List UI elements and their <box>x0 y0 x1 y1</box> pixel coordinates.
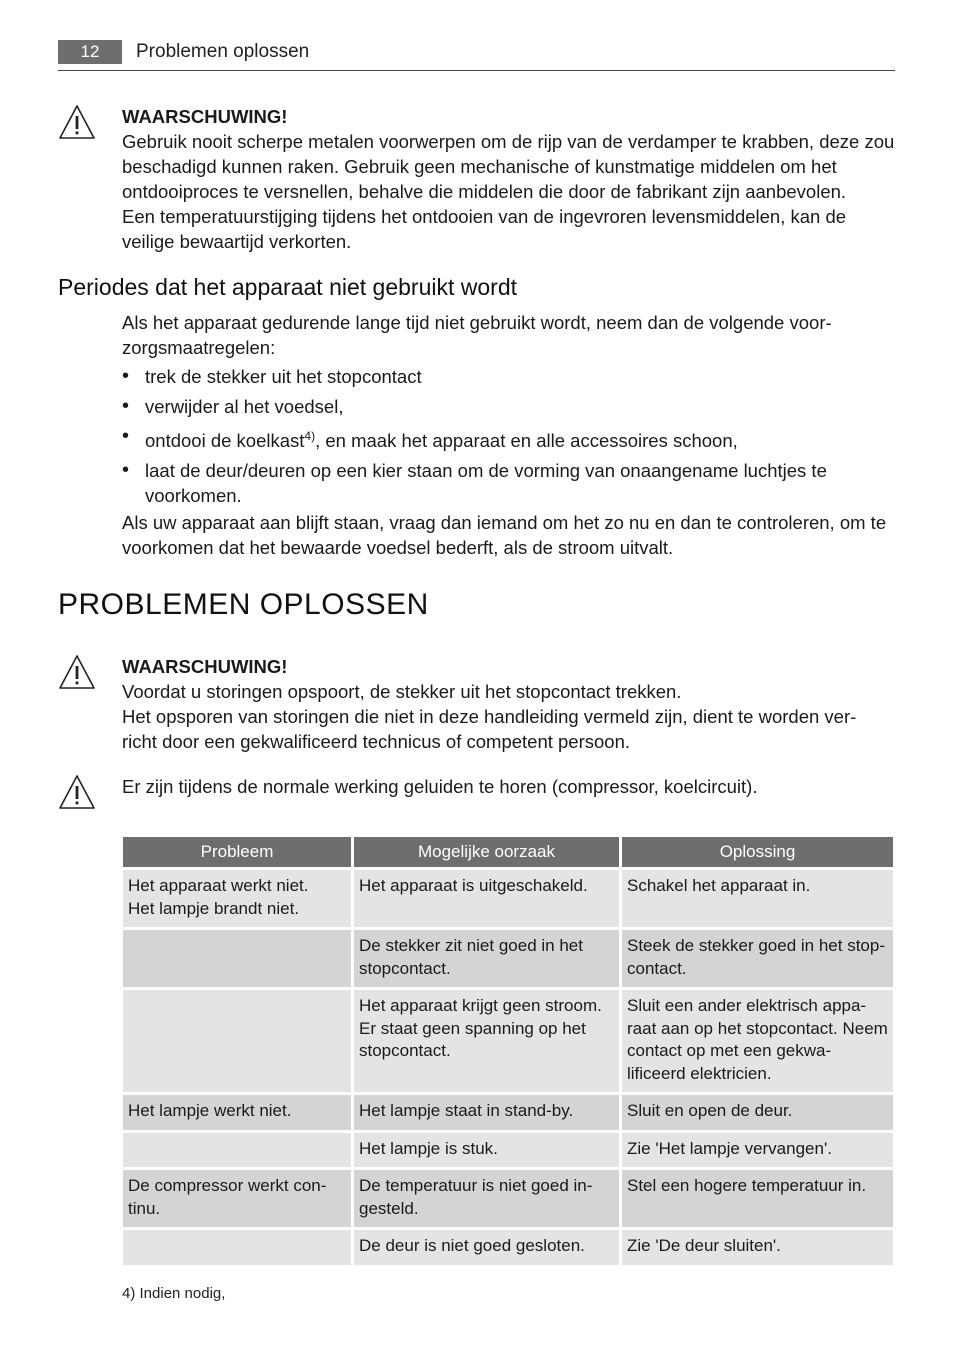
troubleshooting-table <box>120 834 896 1268</box>
solution-cell: Sluit een ander elektrisch appa- raat aan op het stopcontact. Neem contact op met een gekwa- lificeerd elektricien. <box>622 990 893 1092</box>
solution-cell: Zie 'De deur sluiten'. <box>622 1230 893 1265</box>
table-row <box>123 1230 893 1265</box>
warning-text: Voordat u storingen opspoort, de stekker uit het stopcontact trekken. <box>122 681 682 702</box>
periods-intro: Als het apparaat gedurende lange tijd niet gebruikt wordt, neem dan de volgende voor- zorgsmaatregelen: <box>122 312 832 358</box>
solution-cell: Steek de stekker goed in het stop- contact. <box>622 930 893 987</box>
warning-triangle-icon <box>58 104 96 140</box>
cause-cell: De deur is niet goed gesloten. <box>354 1230 619 1265</box>
list-item: • laat de deur/deuren op een kier staan om de vorming van onaangename luchtjes te voorkomen. <box>122 458 892 508</box>
footnote-ref: 4) <box>304 429 316 443</box>
cause-cell: De temperatuur is niet goed in- gesteld. <box>354 1170 619 1227</box>
column-header-cause: Mogelijke oorzaak <box>354 837 619 867</box>
cause-cell: De stekker zit niet goed in het stopcontact. <box>354 930 619 987</box>
periods-outro: Als uw apparaat aan blijft staan, vraag dan iemand om het zo nu en dan te controleren, om te voorkomen dat het bewaarde voedsel bederft, als de stroom uitvalt. <box>122 512 887 559</box>
table-row <box>123 930 893 987</box>
problem-cell <box>123 930 351 987</box>
problem-cell: Het lampje werkt niet. <box>123 1095 351 1130</box>
problem-cell <box>123 870 351 927</box>
warning-title: WAARSCHUWING! <box>122 106 288 127</box>
problem-cell <box>123 990 351 1092</box>
note-text: Er zijn tijdens de normale werking geluiden te horen (compressor, koelcircuit). <box>122 776 758 797</box>
problem-cell: De compressor werkt con- tinu. <box>123 1170 351 1227</box>
warning-block-troubleshooting <box>58 654 895 754</box>
list-item: • verwijder al het voedsel, <box>122 394 892 419</box>
warning-title: WAARSCHUWING! <box>122 656 288 677</box>
table-row <box>123 870 893 927</box>
cause-cell: Het lampje staat in stand-by. <box>354 1095 619 1130</box>
problem-line: Het apparaat werkt niet. <box>128 876 309 895</box>
warning-text: Een temperatuurstijging tijdens het ontdooien van de ingevroren levensmiddelen, kan de veilige bewaartijd verkorten. <box>122 206 847 252</box>
list-item-text-rest: , en maak het apparaat en alle accessoires schoon, <box>315 430 738 452</box>
warning-text: Het opsporen van storingen die niet in deze handleiding vermeld zijn, dient te worden ver- richt door een gekwalificeerd technicus of competent persoon. <box>122 706 857 752</box>
page-header <box>58 40 895 71</box>
table-row <box>123 1095 893 1130</box>
table-header-row <box>123 837 893 867</box>
warning-text: Gebruik nooit scherpe metalen voorwerpen om de rijp van de verdamper te krabben, deze zou beschadigd kunnen raken. Gebruik geen mechanische of kunstmatige middelen om het ontdooiproces te versnellen, behalve die middelen die door de fabrikant zijn aanbevolen. <box>122 131 895 202</box>
warning-triangle-icon <box>58 774 96 810</box>
cause-cell: Het lampje is stuk. <box>354 1133 619 1168</box>
header-title: Problemen oplossen <box>136 41 310 62</box>
footnote: 4) Indien nodig, <box>122 1285 226 1302</box>
problem-line: Het lampje brandt niet. <box>128 898 300 918</box>
table-row <box>123 990 893 1092</box>
solution-cell: Schakel het apparaat in. <box>622 870 893 927</box>
problem-cell <box>123 1230 351 1265</box>
precaution-list <box>122 364 892 508</box>
page-title: PROBLEMEN OPLOSSEN <box>58 588 429 621</box>
solution-cell: Stel een hogere temperatuur in. <box>622 1170 893 1227</box>
note-block-noise <box>58 774 895 799</box>
column-header-problem: Probleem <box>123 837 351 867</box>
column-header-solution: Oplossing <box>622 837 893 867</box>
list-item <box>122 424 892 453</box>
cause-cell: Het apparaat krijgt geen stroom. Er staat geen spanning op het stopcontact. <box>354 990 619 1092</box>
cause-cell: Het apparaat is uitgeschakeld. <box>354 870 619 927</box>
list-item: • trek de stekker uit het stopcontact <box>122 364 892 389</box>
problem-cell <box>123 1133 351 1168</box>
table-row <box>123 1170 893 1227</box>
warning-triangle-icon <box>58 654 96 690</box>
section-heading-periods: Periodes dat het apparaat niet gebruikt wordt <box>58 274 518 300</box>
warning-block-defrost <box>58 104 895 254</box>
solution-cell: Sluit en open de deur. <box>622 1095 893 1130</box>
periods-section <box>122 310 892 560</box>
page-number: 12 <box>58 40 122 64</box>
list-item-text: ontdooi de koelkast <box>145 430 305 452</box>
table-row <box>123 1133 893 1168</box>
solution-cell: Zie 'Het lampje vervangen'. <box>622 1133 893 1168</box>
